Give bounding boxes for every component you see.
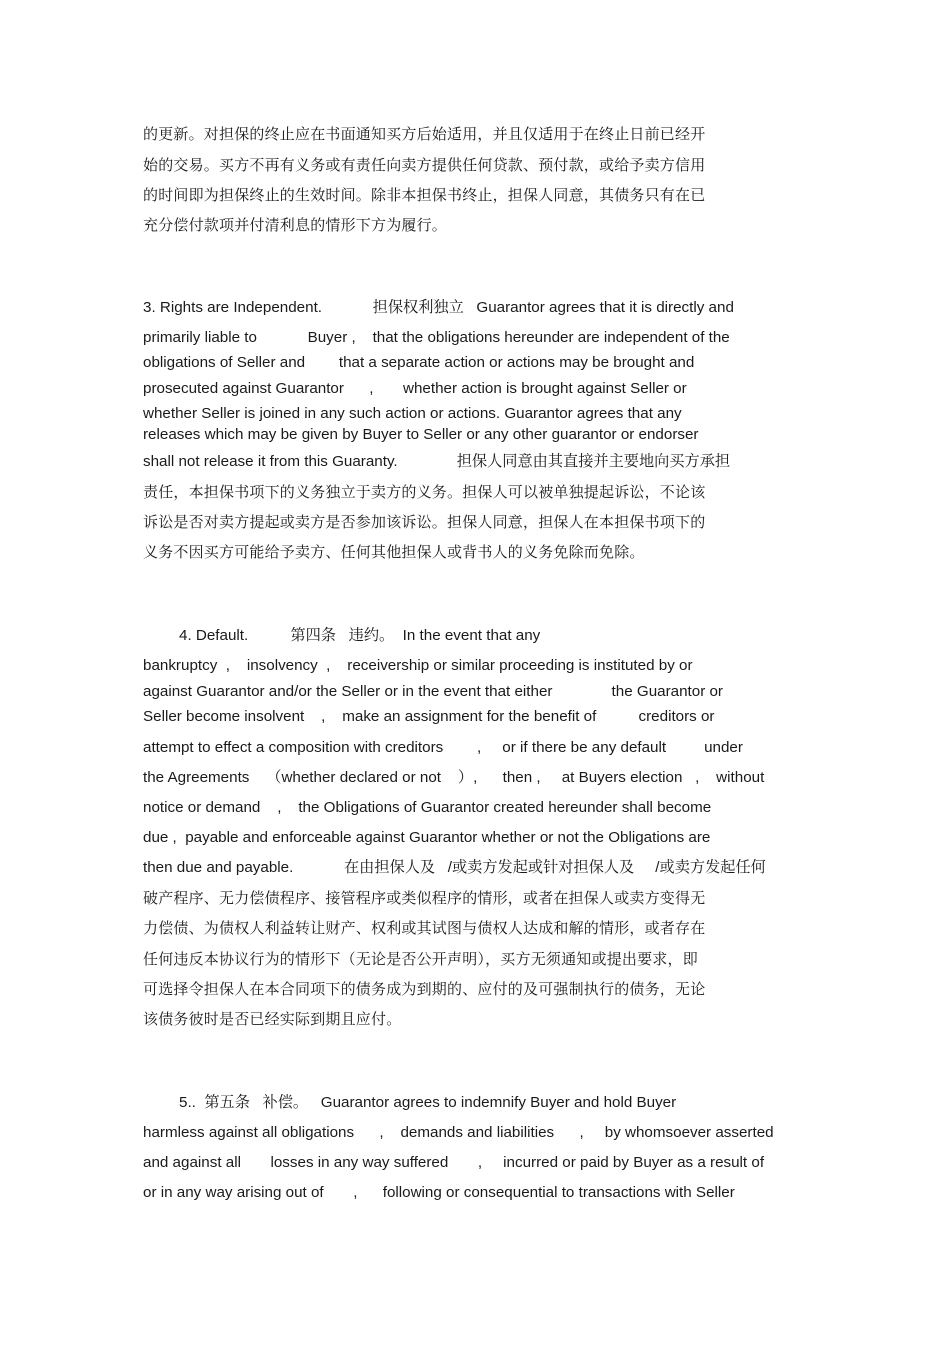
section-heading-rights-independent: 3. Rights are Independent. 担保权利独立 Guarantor agrees that it is directly and: [143, 299, 734, 316]
text-line: and against all losses in any way suffered , incurred or paid by Buyer as a result of: [143, 1154, 765, 1171]
section-heading-indemnity: 5.. 第五条 补偿。 Guarantor agrees to indemnify Buyer and hold Buyer: [179, 1094, 677, 1111]
section-heading-default: 4. Default. 第四条 违约。 In the event that any: [179, 627, 541, 644]
text-line: releases which may be given by Buyer to Seller or any other guarantor or endorser: [143, 426, 699, 443]
text-line: then due and payable. 在由担保人及 /或卖方发起或针对担保人及 /或卖方发起任何: [143, 859, 766, 876]
text-line: the Agreements （whether declared or not ）, then , at Buyers election , without: [143, 769, 765, 786]
text-line: 的时间即为担保终止的生效时间。除非本担保书终止，担保人同意，其债务只有在已: [143, 186, 706, 204]
text-line: bankruptcy , insolvency , receivership or similar proceeding is instituted by or: [143, 657, 693, 674]
text-line: or in any way arising out of , following or consequential to transactions with Seller: [143, 1184, 735, 1201]
text-line: 可选择令担保人在本合同项下的债务成为到期的、应付的及可强制执行的债务，无论: [143, 980, 706, 998]
text-line: obligations of Seller and that a separate action or actions may be brought and: [143, 354, 695, 371]
text-line: harmless against all obligations , demands and liabilities , by whomsoever asserted: [143, 1124, 774, 1141]
text-line: whether Seller is joined in any such action or actions. Guarantor agrees that any: [143, 405, 682, 422]
text-line: 义务不因买方可能给予卖方、任何其他担保人或背书人的义务免除而免除。: [143, 543, 645, 561]
text-line: 始的交易。买方不再有义务或有责任向卖方提供任何贷款、预付款，或给予卖方信用: [143, 156, 706, 174]
text-line: prosecuted against Guarantor , whether action is brought against Seller or: [143, 380, 687, 397]
text-line: 力偿债、为债权人利益转让财产、权利或其试图与债权人达成和解的情形，或者存在: [143, 919, 706, 937]
text-line: shall not release it from this Guaranty. 担保人同意由其直接并主要地向买方承担: [143, 453, 731, 470]
text-line: 诉讼是否对卖方提起或卖方是否参加该诉讼。担保人同意，担保人在本担保书项下的: [143, 513, 706, 531]
text-line: 该债务彼时是否已经实际到期且应付。: [143, 1010, 402, 1028]
text-line: attempt to effect a composition with creditors , or if there be any default under: [143, 739, 743, 756]
text-line: 充分偿付款项并付清利息的情形下方为履行。: [143, 216, 448, 234]
text-line: Seller become insolvent , make an assignment for the benefit of creditors or: [143, 708, 715, 725]
text-line: against Guarantor and/or the Seller or in the event that either the Guarantor or: [143, 683, 723, 700]
text-line: 责任，本担保书项下的义务独立于卖方的义务。担保人可以被单独提起诉讼，不论该: [143, 483, 706, 501]
text-line: notice or demand , the Obligations of Guarantor created hereunder shall become: [143, 799, 712, 816]
text-line: 破产程序、无力偿债程序、接管程序或类似程序的情形，或者在担保人或卖方变得无: [143, 889, 706, 907]
text-line: 任何违反本协议行为的情形下（无论是否公开声明），买方无须通知或提出要求，即: [143, 950, 698, 968]
text-line: 的更新。对担保的终止应在书面通知买方后始适用，并且仅适用于在终止日前已经开: [143, 125, 706, 143]
text-line: primarily liable to Buyer , that the obligations hereunder are independent of the: [143, 329, 730, 346]
text-line: due , payable and enforceable against Guarantor whether or not the Obligations are: [143, 829, 711, 846]
